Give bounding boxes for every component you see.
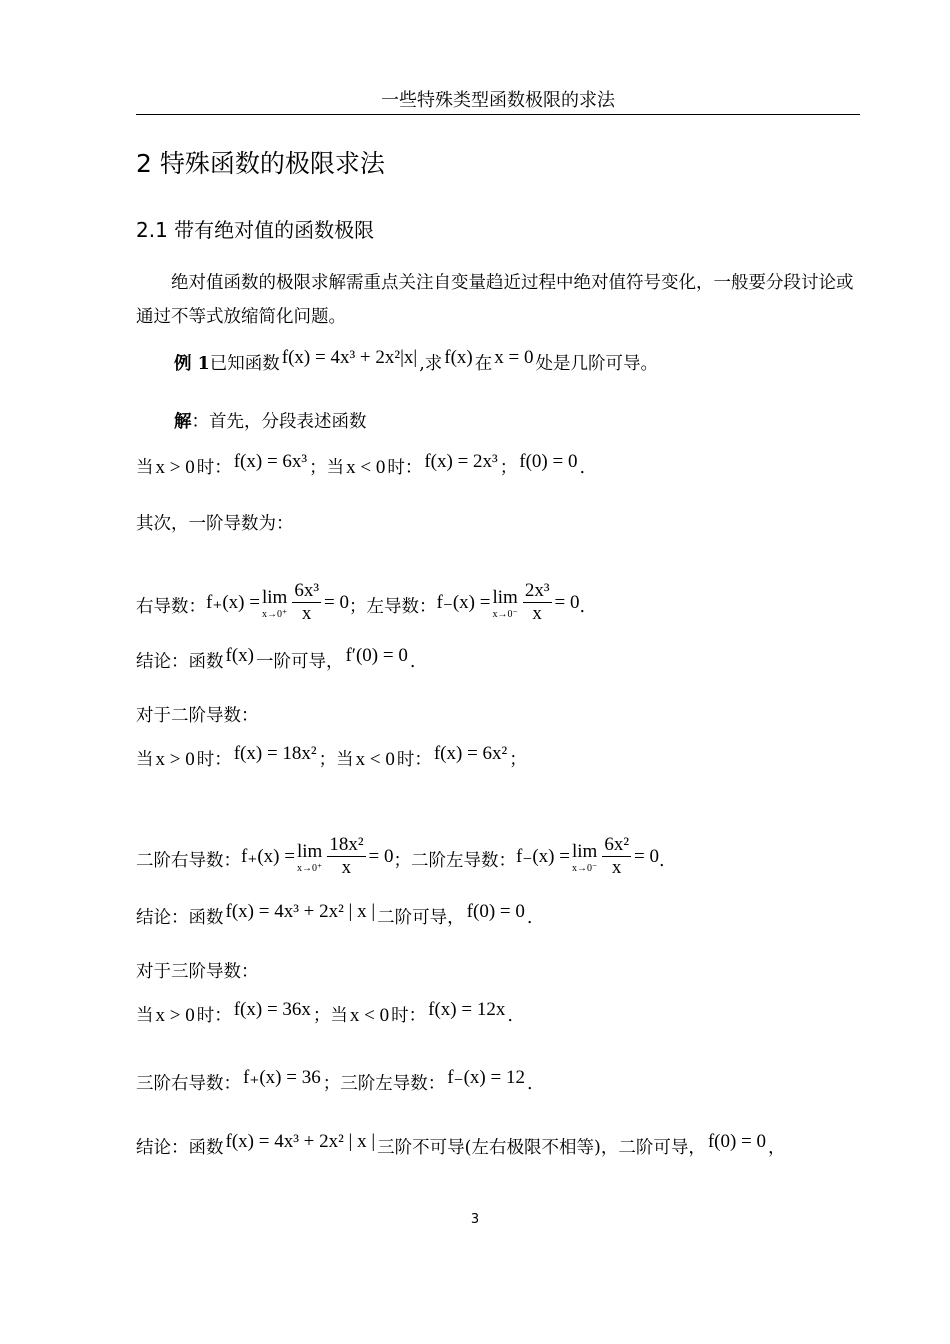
function-definition: f(x) = 4x³ + 2x²|x| xyxy=(281,347,418,368)
text: ， xyxy=(768,1138,786,1158)
text: ；当 xyxy=(312,1006,348,1026)
text: 时： xyxy=(387,458,423,478)
text: 时： xyxy=(391,1006,427,1026)
text: 当 xyxy=(136,458,154,478)
text: ；当 xyxy=(318,750,354,770)
conclusion-line-3 xyxy=(136,1131,786,1160)
lim-subscript: x→0⁻ xyxy=(572,862,598,874)
limit-operator xyxy=(262,586,287,620)
text: . xyxy=(507,1006,513,1026)
piecewise-line xyxy=(136,451,586,480)
math-expression: f(x) = 36x xyxy=(233,999,311,1020)
example-text-2: ,求 xyxy=(419,354,443,374)
text: . xyxy=(579,458,586,478)
math-expression: f(x) = 6x² xyxy=(433,743,508,764)
left-derivative-formula xyxy=(437,580,580,625)
math-expression: f₋(x) = 12 xyxy=(447,1067,525,1088)
limit-operator xyxy=(492,586,517,620)
running-header: 一些特殊类型函数极限的求法 xyxy=(381,90,615,111)
lim-text: lim xyxy=(571,840,598,862)
lim-text: lim xyxy=(261,586,288,608)
subsection-heading: 2.1 带有绝对值的函数极限 xyxy=(136,218,375,242)
fraction xyxy=(292,580,321,625)
solution-intro xyxy=(174,410,367,434)
text: 时： xyxy=(196,1006,232,1026)
second-derivative-line xyxy=(136,828,665,878)
limit-operator xyxy=(297,840,322,874)
text-line: 其次，一阶导数为： xyxy=(136,514,294,534)
math-condition: x < 0 xyxy=(355,749,395,770)
math-condition: x < 0 xyxy=(349,1005,390,1026)
text: 当 xyxy=(136,1006,154,1026)
text: ； xyxy=(509,750,527,770)
math-expression: f(x) = 18x² xyxy=(233,743,317,764)
math-lhs: f₊(x) = xyxy=(206,591,260,613)
fraction xyxy=(523,580,552,625)
conclusion-line-2 xyxy=(136,901,533,930)
text: 二阶右导数： xyxy=(136,851,241,871)
text: ；左导数： xyxy=(349,597,437,617)
function-ref: f(x) xyxy=(444,347,473,368)
lim-subscript: x→0⁺ xyxy=(262,608,288,620)
numerator: 6x³ xyxy=(294,580,320,601)
math-expression: f(0) = 0 xyxy=(707,1131,767,1152)
text: ； xyxy=(499,458,518,478)
third-derivative-line xyxy=(136,1067,533,1096)
text: . xyxy=(659,851,665,871)
math-expression: f(x) xyxy=(225,645,254,666)
left-derivative-formula xyxy=(516,834,659,879)
lim-text: lim xyxy=(492,586,518,608)
intro-paragraph: 绝对值函数的极限求解需重点关注自变量趋近过程中绝对值符号变化，一般要分段讨论或通过不等式放缩简化问题。 xyxy=(136,273,854,327)
numerator: 6x² xyxy=(604,834,630,855)
text: ；当 xyxy=(309,458,345,478)
math-expression: f(0) = 0 xyxy=(466,901,525,922)
example-text-1: 已知函数 xyxy=(209,354,280,374)
text: 时： xyxy=(396,750,432,770)
header-rule xyxy=(136,114,860,115)
text: 当 xyxy=(136,750,154,770)
fraction xyxy=(327,834,365,879)
numerator: 18x² xyxy=(329,834,364,855)
math-lhs: f₊(x) = xyxy=(241,845,295,867)
text: 一阶可导， xyxy=(255,652,344,672)
right-derivative-formula xyxy=(241,834,394,879)
text-line: 对于二阶导数： xyxy=(136,706,259,726)
text: . xyxy=(409,652,416,672)
example-text-4: 处是几阶可导。 xyxy=(535,354,658,374)
denominator: x xyxy=(532,603,542,624)
third-derivative-piecewise xyxy=(136,999,513,1028)
denominator: x xyxy=(301,603,312,624)
math-expression: f(x) = 6x³ xyxy=(233,451,308,472)
math-condition: x > 0 xyxy=(155,1005,195,1026)
right-derivative-formula xyxy=(206,580,349,625)
text-line: 对于三阶导数： xyxy=(136,962,259,982)
math-expression: f′(0) = 0 xyxy=(345,645,408,666)
text: 右导数： xyxy=(136,597,206,617)
text: 三阶不可导(左右极限不相等)，二阶可导， xyxy=(377,1138,706,1158)
math-rhs: = 0 xyxy=(634,845,659,867)
denominator: x xyxy=(341,857,352,878)
example-text-3: 在 xyxy=(474,354,493,374)
math-expression: f(x) = 2x³ xyxy=(424,451,498,472)
point-ref: x = 0 xyxy=(494,347,534,368)
text: ；二阶左导数： xyxy=(393,851,516,871)
text: 结论：函数 xyxy=(136,1138,224,1158)
fraction xyxy=(602,834,631,879)
first-derivative-line xyxy=(136,574,586,624)
solution-text: ：首先，分段表述函数 xyxy=(191,412,367,432)
solution-label: 解 xyxy=(174,412,192,432)
lim-text: lim xyxy=(296,840,323,862)
math-expression: f(x) = 12x xyxy=(428,999,506,1020)
text: . xyxy=(526,908,533,928)
text: . xyxy=(526,1074,533,1094)
text: 时： xyxy=(196,750,232,770)
math-rhs: = 0 xyxy=(324,591,349,613)
page-number: 3 xyxy=(470,1212,480,1227)
conclusion-line-1 xyxy=(136,645,416,674)
text: 二阶可导， xyxy=(377,908,465,928)
math-rhs: = 0 xyxy=(368,845,394,867)
second-derivative-piecewise xyxy=(136,743,527,772)
math-lhs: f₋(x) = xyxy=(516,845,570,867)
math-expression: f(x) = 4x³ + 2x² | x | xyxy=(225,1131,376,1152)
math-condition: x > 0 xyxy=(155,457,195,478)
text: ；三阶左导数： xyxy=(322,1074,446,1094)
text: 结论：函数 xyxy=(136,908,224,928)
section-heading: 2 特殊函数的极限求法 xyxy=(136,149,385,178)
math-lhs: f₋(x) = xyxy=(436,591,491,613)
text: 时： xyxy=(196,458,232,478)
lim-subscript: x→0⁺ xyxy=(297,862,323,874)
math-expression: f₊(x) = 36 xyxy=(243,1067,321,1088)
numerator: 2x³ xyxy=(524,580,550,601)
math-condition: x > 0 xyxy=(155,749,195,770)
example-label: 例 1 xyxy=(174,354,210,374)
example-statement xyxy=(174,347,658,376)
math-condition: x < 0 xyxy=(346,457,386,478)
math-rhs: = 0 xyxy=(554,591,580,613)
math-expression: f(x) = 4x³ + 2x² | x | xyxy=(225,901,376,922)
limit-operator xyxy=(572,840,597,874)
math-expression: f(0) = 0 xyxy=(519,451,578,472)
text: 结论：函数 xyxy=(136,652,224,672)
lim-subscript: x→0⁻ xyxy=(492,608,518,620)
text: . xyxy=(579,597,586,617)
text: 三阶右导数： xyxy=(136,1074,241,1094)
denominator: x xyxy=(611,857,622,878)
